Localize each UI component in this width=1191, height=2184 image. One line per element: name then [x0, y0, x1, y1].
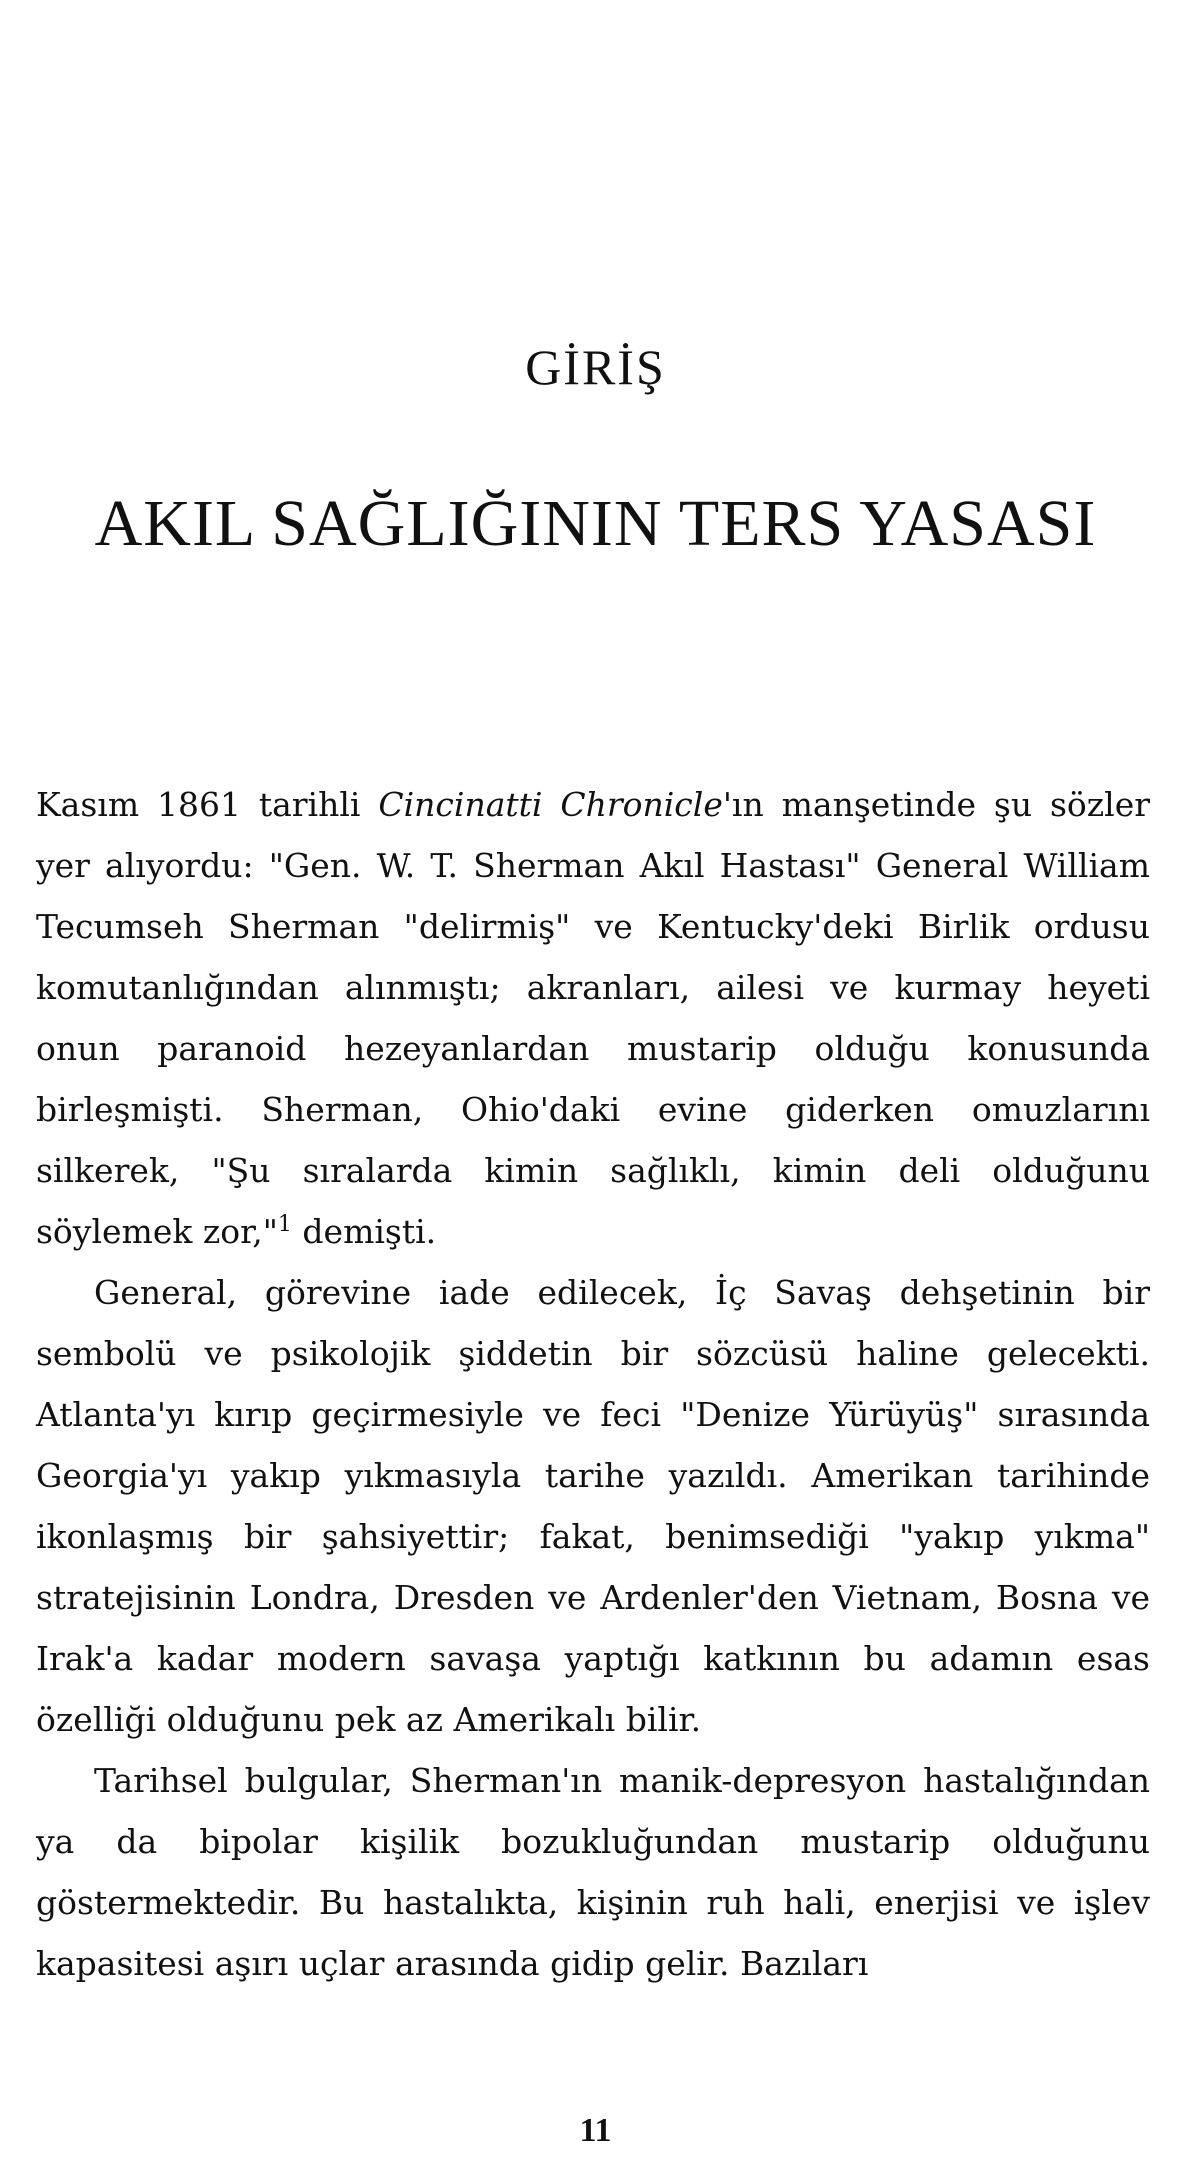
paragraph-1: [36, 774, 1150, 1262]
chapter-title: AKIL SAĞLIĞININ TERS YASASI: [94, 487, 1097, 560]
paragraph-3: Tarihsel bulgular, Sherman'ın manik-depresyon hastalığından ya da bipolar kişilik bozukluğundan mustarip olduğunu göstermektedir. Bu hastalıkta, kişinin ruh hali, enerjisi ve işlev kapasitesi aşırı uçlar arasında gidip gelir. Bazıları: [36, 1761, 1150, 1983]
newspaper-title: Cincinatti Chronicle: [378, 785, 723, 824]
paragraph-1-middle: 'ın manşetinde şu sözler yer alıyordu: "Gen. W. T. Sherman Akıl Hastası" General William Tecumseh Sherman "delirmiş" ve Kentucky'deki Birlik ordusu komutanlığından alınmıştı; akranları, ailesi ve kurmay heyeti onun paranoid hezeyanlardan mustarip olduğu konusunda birleşmişti. Sherman, Ohio'daki evine giderken omuzlarını silkerek, "Şu sıralarda kimin sağlıklı, kimin deli olduğunu söylemek zor,": [36, 785, 1151, 1251]
body-text: [36, 774, 1150, 1994]
footnote-marker: 1: [277, 1212, 292, 1237]
paragraph-1-start: Kasım 1861 tarihli: [36, 785, 379, 824]
paragraph-1-end: demişti.: [291, 1212, 437, 1251]
page-number: 11: [579, 2112, 612, 2149]
paragraph-2: General, görevine iade edilecek, İç Savaş dehşetinin bir sembolü ve psikolojik şiddetin bir sözcüsü haline gelecekti. Atlanta'yı kırıp geçirmesiyle ve feci "Denize Yürüyüş" sırasında Georgia'yı yakıp yıkmasıyla tarihe yazıldı. Amerikan tarihinde ikonlaşmış bir şahsiyettir; fakat, benimsediği "yakıp yıkma" stratejisinin Londra, Dresden ve Ardenler'den Vietnam, Bosna ve Irak'a kadar modern savaşa yaptığı katkının bu adamın esas özelliği olduğunu pek az Amerikalı bilir.: [36, 1273, 1150, 1739]
chapter-label: GİRİŞ: [525, 339, 666, 395]
